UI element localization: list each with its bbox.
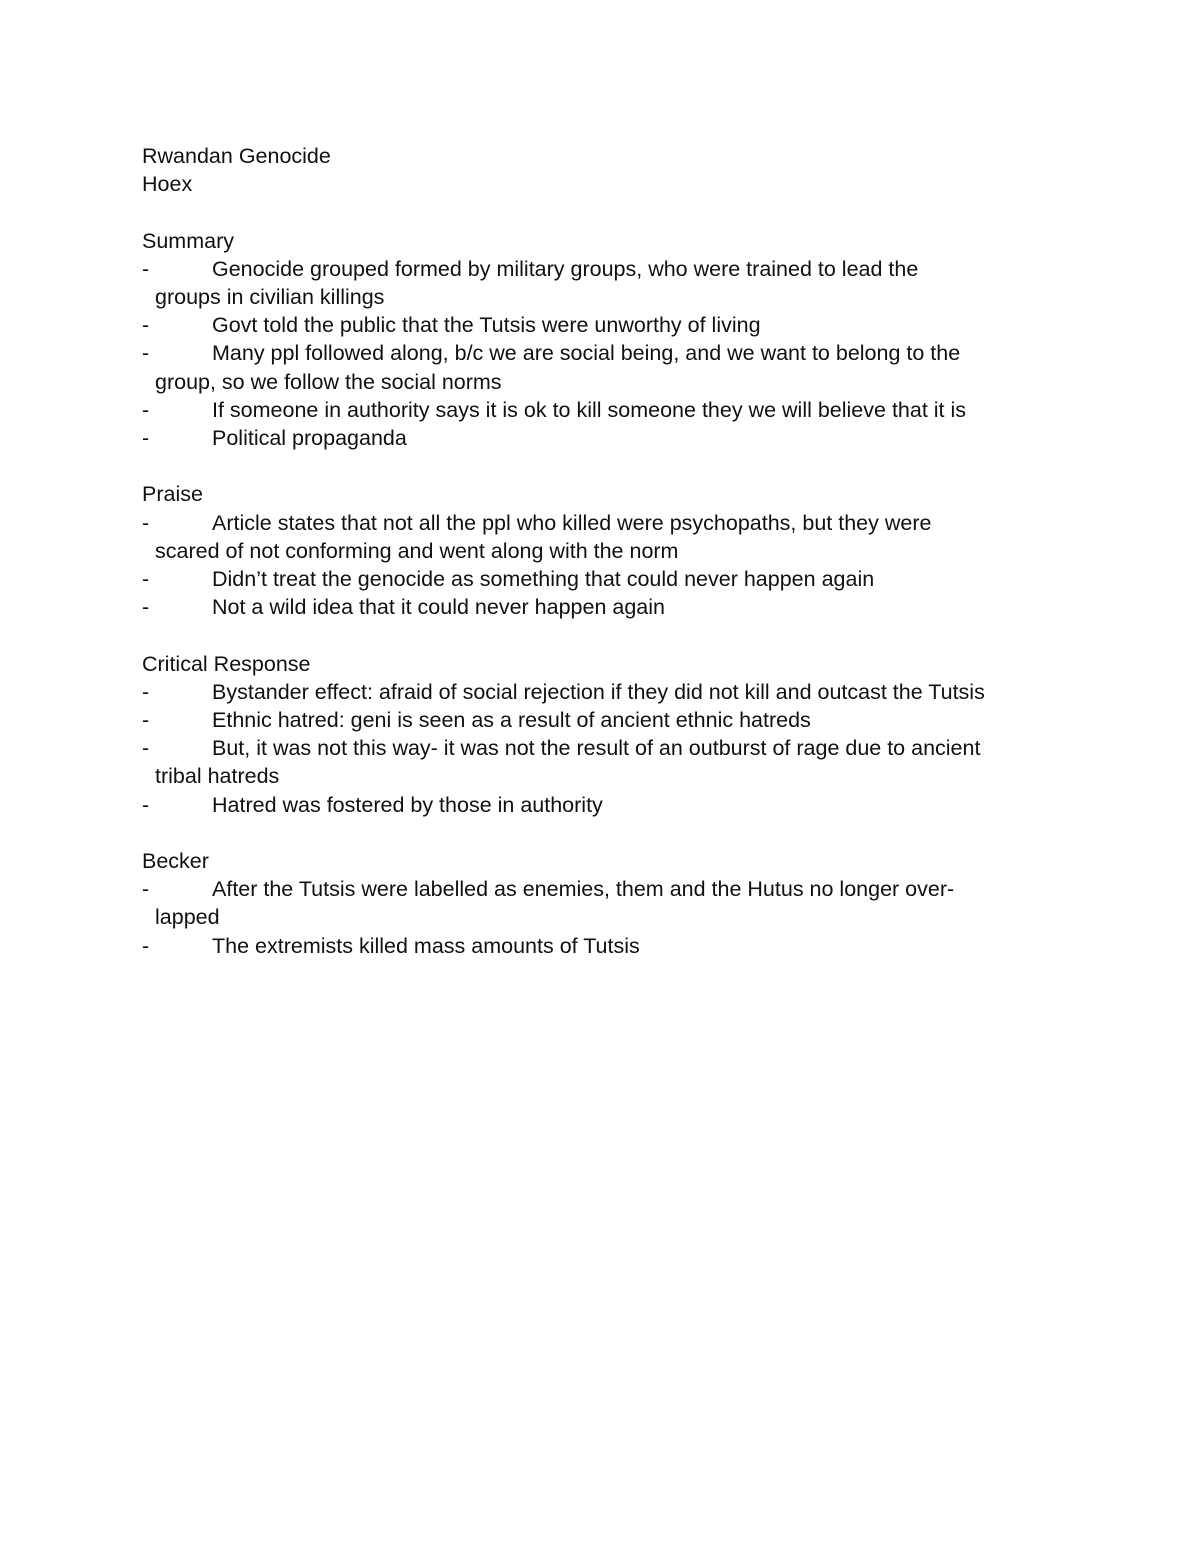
bullet-dash: - [142,933,150,958]
bullet-dash: - [142,707,150,732]
document-title: Rwandan Genocide [142,144,331,168]
list-item [142,734,1072,790]
list-item-text: Many ppl followed along, b/c we are social being, and we want to belong to the [212,341,961,366]
blank-line [142,452,1072,480]
document-author: Hoex [142,172,193,197]
bullet-dash: - [142,341,150,366]
blank-line [142,198,1072,226]
section-heading-summary: Summary [142,228,234,253]
list-item-text: Political propaganda [212,425,407,450]
list-item-text-continued: scared of not conforming and went along with the norm [155,538,679,563]
list-item-text-continued: lapped [155,905,220,930]
list-item-text: Hatred was fostered by those in authority [212,792,603,817]
list-item [142,791,1072,819]
list-item [142,706,1072,734]
list-item-text: Govt told the public that the Tutsis were unworthy of living [212,313,761,338]
section-heading-critical-response: Critical Response [142,651,311,676]
bullet-dash: - [142,397,150,422]
bullet-dash: - [142,595,150,620]
list-item-text: Didn’t treat the genocide as something that could never happen again [212,566,875,591]
bullet-dash: - [142,313,150,338]
list-item-text: Genocide grouped formed by military groups, who were trained to lead the [212,256,919,281]
list-item [142,311,1072,339]
list-item-text: Bystander effect: afraid of social rejection if they did not kill and outcast the Tutsis [212,679,985,704]
list-item [142,932,1072,960]
list-item [142,678,1072,706]
section-heading-praise: Praise [142,482,203,507]
bullet-dash: - [142,510,150,535]
list-item [142,396,1072,424]
list-item [142,424,1072,452]
bullet-dash: - [142,256,150,281]
list-item-text: The extremists killed mass amounts of Tutsis [212,933,640,958]
list-item [142,255,1072,311]
section-heading-becker: Becker [142,848,209,873]
bullet-dash: - [142,877,150,902]
list-item [142,509,1072,565]
blank-line [142,819,1072,847]
list-item-text: Article states that not all the ppl who killed were psychopaths, but they were [212,510,932,535]
list-item-text-continued: groups in civilian killings [155,284,385,309]
list-item-text: If someone in authority says it is ok to kill someone they we will believe that it is [212,397,967,422]
list-item-text-continued: group, so we follow the social norms [155,369,502,394]
list-item-text: But, it was not this way- it was not the result of an outburst of rage due to ancient [212,736,981,761]
document-body [142,142,1072,960]
bullet-dash: - [142,736,150,761]
list-item [142,875,1072,931]
bullet-dash: - [142,679,150,704]
list-item [142,339,1072,395]
list-item-text: Not a wild idea that it could never happen again [212,595,666,620]
list-item [142,593,1072,621]
list-item-text: Ethnic hatred: geni is seen as a result of ancient ethnic hatreds [212,707,811,732]
bullet-dash: - [142,566,150,591]
list-item [142,565,1072,593]
blank-line [142,621,1072,649]
bullet-dash: - [142,792,150,817]
list-item-text: After the Tutsis were labelled as enemies, them and the Hutus no longer over- [212,877,955,902]
list-item-text-continued: tribal hatreds [155,764,280,789]
bullet-dash: - [142,425,150,450]
